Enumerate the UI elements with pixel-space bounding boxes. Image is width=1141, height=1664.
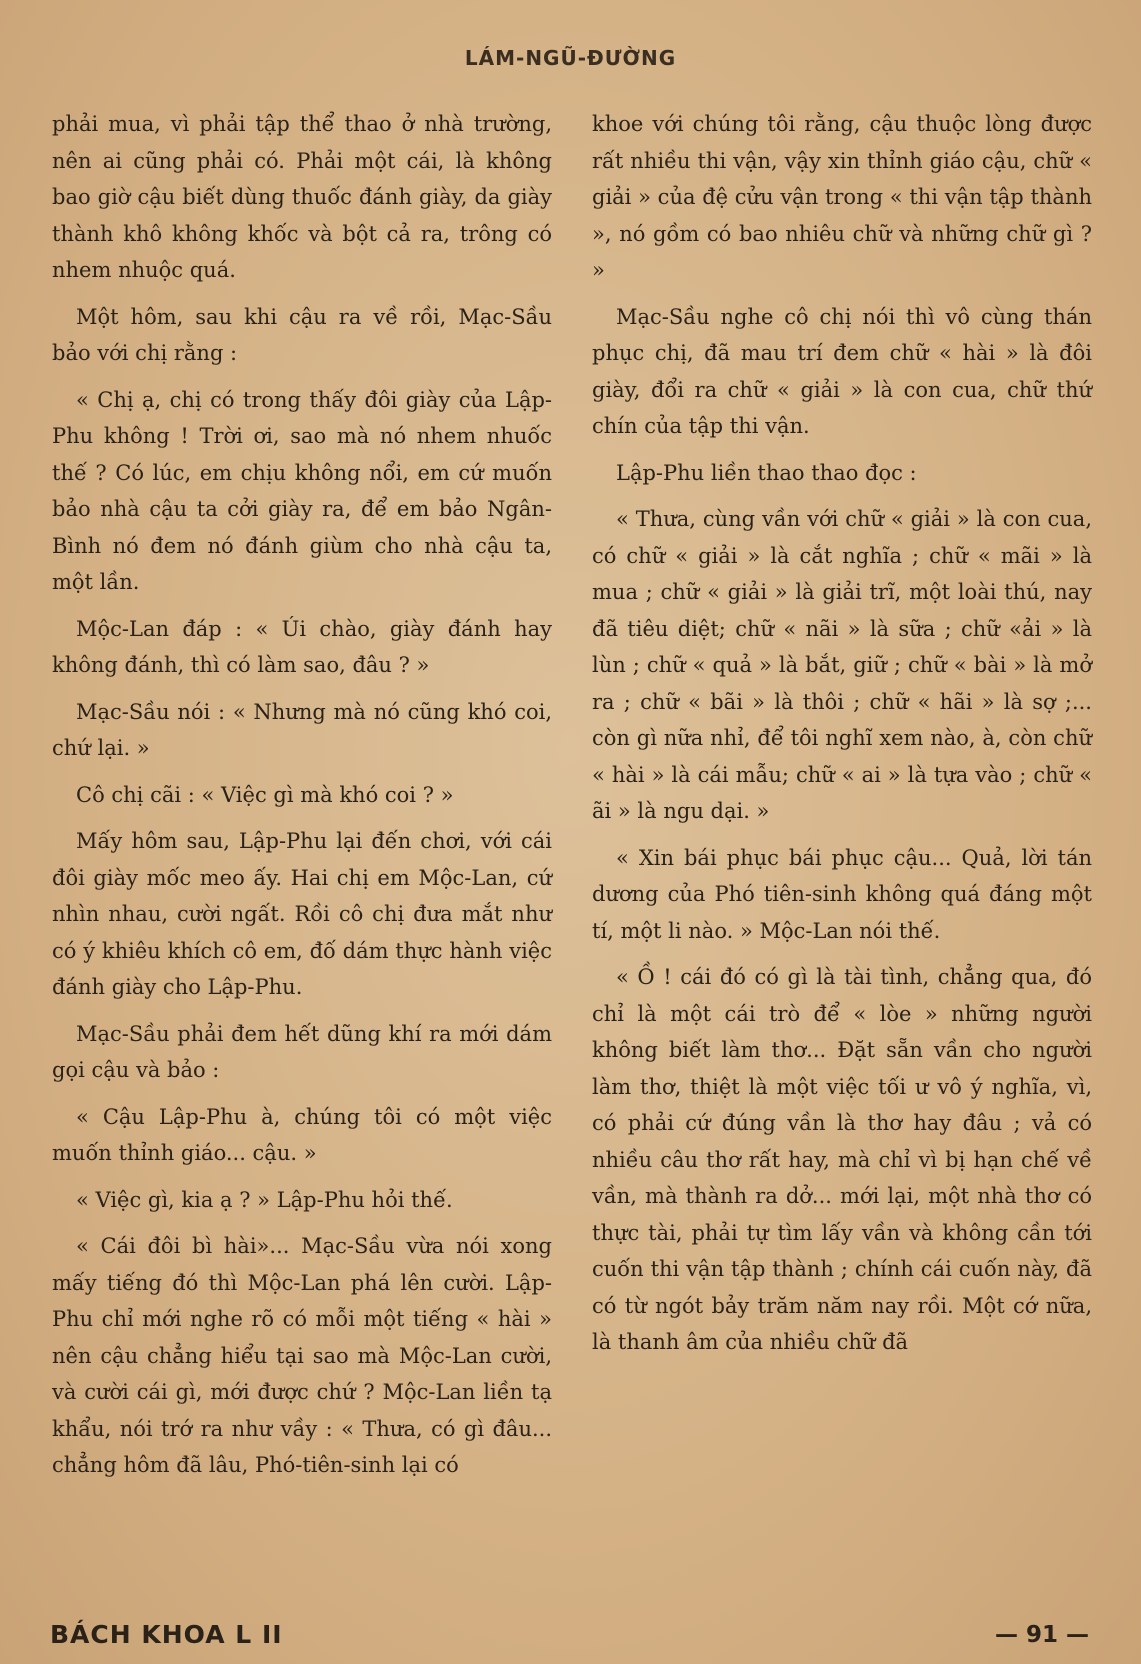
paragraph: « Thưa, cùng vần với chữ « giải » là con cua, có chữ « giải » là cắt nghĩa ; chữ « mãi » là mua ; chữ « giải » là giải trĩ, một loài thú, nay đã tiêu diệt; chữ « nãi » là sữa ; chữ «ải » là lùn ; chữ « quả » là bắt, giữ ; chữ « bài » là mở ra ; chữ « bãi » là thôi ; chữ « hãi » là sợ ;... còn gì nữa nhỉ, để tôi nghĩ xem nào, à, còn chữ « hài » là cái mẫu; chữ « ai » là tựa vào ; chữ « ãi » là ngu dại. » bbox=[592, 507, 1092, 823]
left-column bbox=[52, 106, 552, 1494]
paragraph: Mạc-Sầu nói : « Nhưng mà nó cũng khó coi, chứ lại. » bbox=[52, 699, 552, 760]
paragraph: Cô chị cãi : « Việc gì mà khó coi ? » bbox=[76, 782, 454, 807]
publication-footer: BÁCH KHOA L II bbox=[50, 1620, 283, 1649]
paragraph: Lập-Phu liền thao thao đọc : bbox=[616, 460, 917, 485]
running-header: LÁM-NGŨ-ĐƯỜNG bbox=[464, 46, 677, 70]
paragraph: Mạc-Sầu phải đem hết dũng khí ra mới dám gọi cậu và bảo : bbox=[52, 1021, 552, 1082]
paragraph: « Việc gì, kia ạ ? » Lập-Phu hỏi thế. bbox=[76, 1187, 453, 1212]
paragraph: Mộc-Lan đáp : « Úi chào, giày đánh hay không đánh, thì có làm sao, đâu ? » bbox=[52, 616, 552, 677]
paragraph: Mạc-Sầu nghe cô chị nói thì vô cùng thán phục chị, đã mau trí đem chữ « hài » là đôi giày, đổi ra chữ « giải » là con cua, chữ thứ chín của tập thi vận. bbox=[592, 304, 1092, 438]
paragraph: khoe với chúng tôi rằng, cậu thuộc lòng được rất nhiều thi vận, vậy xin thỉnh giáo cậu, chữ « giải » của đệ cửu vận trong « thi vận tập thành », nó gồm có bao nhiêu chữ và những chữ gì ? » bbox=[592, 112, 1092, 282]
paragraph: « Ồ ! cái đó có gì là tài tình, chẳng qua, đó chỉ là một cái trò để « lòe » những người không biết làm thơ... Đặt sẵn vần cho người làm thơ, thiệt là một việc tối ư vô ý nghĩa, vì, có phải cứ đúng vần là thơ hay đâu ; vả có nhiều câu thơ rất hay, mà chỉ vì bị hạn chế về vần, mà thành ra dở... mới lại, một nhà thơ có thực tài, phải tự tìm lấy vần và không cần tới cuốn thi vận tập thành ; chính cái cuốn này, đã có từ ngót bảy trăm năm nay rồi. Một cớ nữa, là thanh âm của nhiều chữ đã bbox=[592, 965, 1092, 1354]
page-number: — 91 — bbox=[994, 1622, 1089, 1648]
paragraph: « Chị ạ, chị có trong thấy đôi giày của Lập-Phu không ! Trời ơi, sao mà nó nhem nhuốc thế ? Có lúc, em chịu không nổi, em cứ muốn bảo nhà cậu ta cởi giày ra, để em bảo Ngân-Bình nó đem nó đánh giùm cho nhà cậu ta, một lần. bbox=[52, 387, 552, 594]
paragraph: « Cậu Lập-Phu à, chúng tôi có một việc muốn thỉnh giáo... cậu. » bbox=[52, 1104, 552, 1165]
paragraph: « Cái đôi bì hài»... Mạc-Sầu vừa nói xong mấy tiếng đó thì Mộc-Lan phá lên cười. Lập-Phu chỉ mới nghe rõ có mỗi một tiếng « hài » nên cậu chẳng hiểu tại sao mà Mộc-Lan cười, và cười cái gì, mới được chứ ? Mộc-Lan liền tạ khẩu, nói trớ ra như vầy : « Thưa, có gì đâu... chẳng hôm đã lâu, Phó-tiên-sinh lại có bbox=[52, 1234, 552, 1477]
right-column bbox=[592, 106, 1092, 1371]
paragraph: Mấy hôm sau, Lập-Phu lại đến chơi, với cái đôi giày mốc meo ấy. Hai chị em Mộc-Lan, cứ nhìn nhau, cười ngất. Rồi cô chị đưa mắt như có ý khiêu khích cô em, đố dám thực hành việc đánh giày cho Lập-Phu. bbox=[52, 829, 552, 999]
paragraph: « Xin bái phục bái phục cậu... Quả, lời tán dương của Phó tiên-sinh không quá đáng một tí, một li nào. » Mộc-Lan nói thế. bbox=[592, 845, 1092, 943]
paragraph: phải mua, vì phải tập thể thao ở nhà trường, nên ai cũng phải có. Phải một cái, là không bao giờ cậu biết dùng thuốc đánh giày, da giày thành khô không khốc và bột cả ra, trông có nhem nhuộc quá. bbox=[52, 112, 552, 282]
paragraph: Một hôm, sau khi cậu ra về rồi, Mạc-Sầu bảo với chị rằng : bbox=[52, 304, 552, 365]
